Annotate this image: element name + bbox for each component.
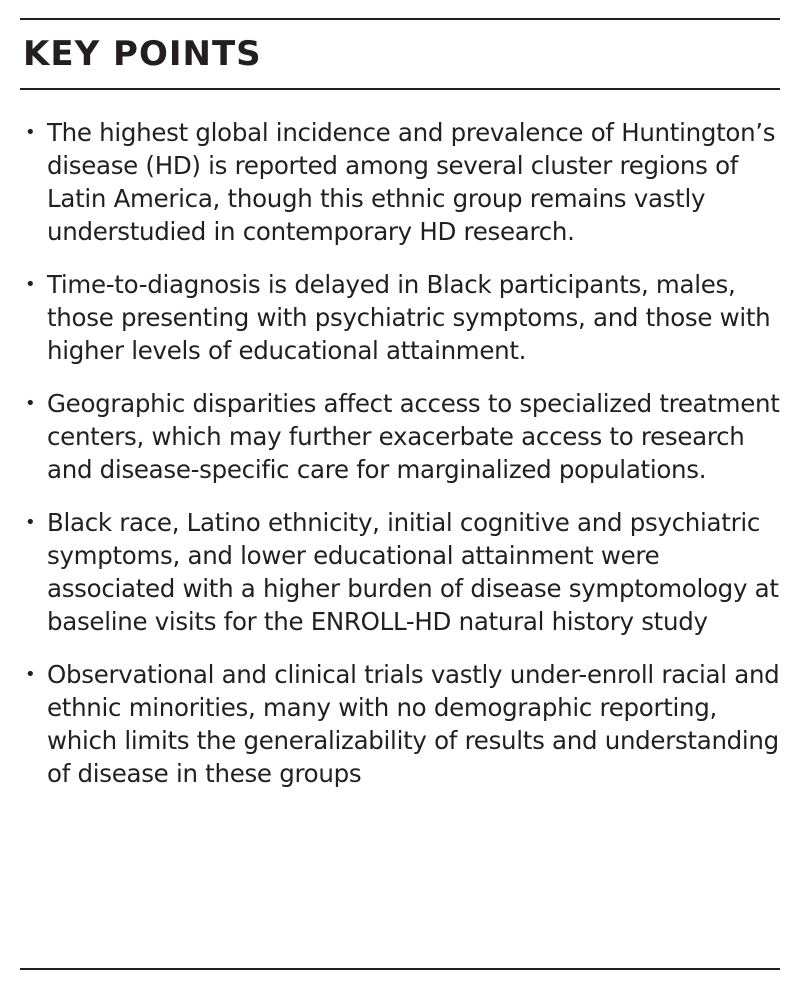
key-point-1 bbox=[20, 116, 780, 248]
bullet-icon: • bbox=[25, 393, 36, 414]
bullet-icon: • bbox=[25, 274, 36, 295]
key-points-box bbox=[20, 18, 780, 968]
bottom-rule bbox=[20, 968, 780, 970]
key-point-text: Time-to-diagnosis is delayed in Black participants, males, those presenting with psychiatric symptoms, and those with higher levels of educational attainment. bbox=[47, 270, 771, 365]
key-point-text: The highest global incidence and prevalence of Huntington’s disease (HD) is reported among several cluster regions of Latin America, though this ethnic group remains vastly understudied in contemporary HD research. bbox=[47, 118, 776, 246]
key-point-text: Geographic disparities affect access to specialized treatment centers, which may further exacerbate access to research and disease-specific care for marginalized populations. bbox=[47, 389, 780, 484]
title-divider bbox=[20, 88, 780, 90]
bullet-icon: • bbox=[25, 664, 36, 685]
key-point-4 bbox=[20, 506, 780, 638]
bullet-icon: • bbox=[25, 122, 36, 143]
key-point-text: Observational and clinical trials vastly under-enroll racial and ethnic minorities, many with no demographic reporting, which limits the generalizability of results and understanding of disease in these groups bbox=[47, 660, 780, 788]
key-points-list bbox=[20, 116, 780, 810]
section-title: KEY POINTS bbox=[23, 34, 262, 74]
key-point-text: Black race, Latino ethnicity, initial cognitive and psychiatric symptoms, and lower educational attainment were associated with a higher burden of disease symptomology at baseline visits for the ENROLL-HD natural history study bbox=[47, 508, 779, 636]
top-rule bbox=[20, 18, 780, 20]
key-point-3 bbox=[20, 387, 780, 486]
key-point-5 bbox=[20, 658, 780, 790]
key-point-2 bbox=[20, 268, 780, 367]
bullet-icon: • bbox=[25, 512, 36, 533]
